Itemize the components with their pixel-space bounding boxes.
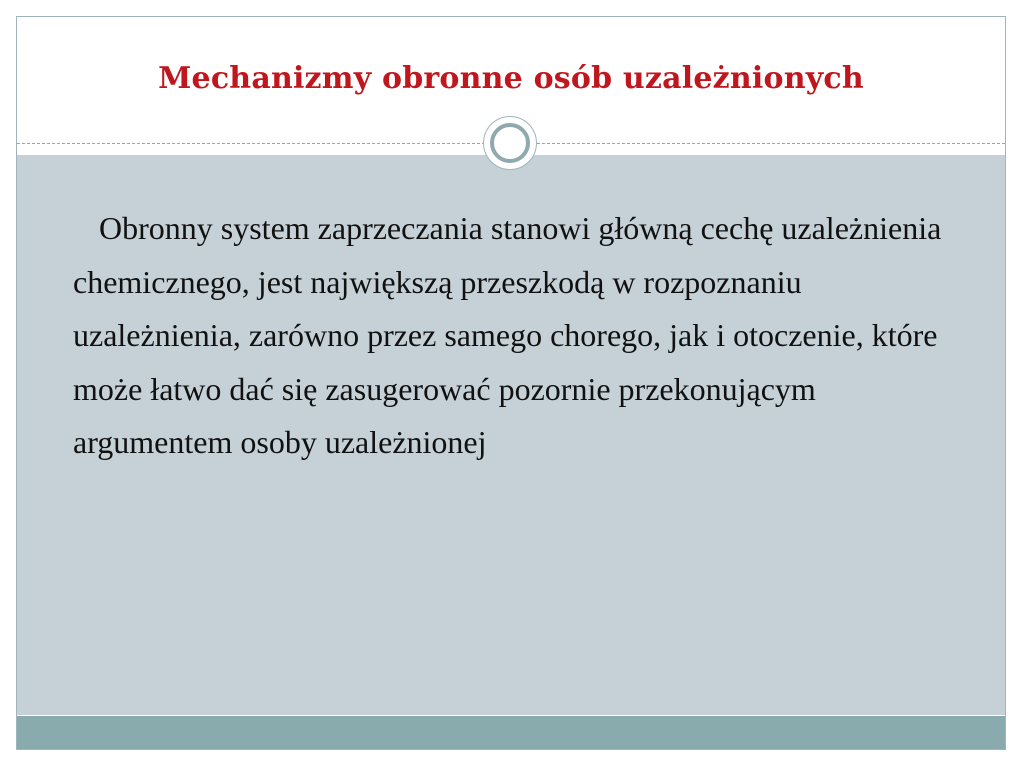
slide-title: Mechanizmy obronne osób uzależnionych — [158, 61, 864, 96]
footer-bar — [17, 716, 1005, 750]
circle-ornament-icon — [483, 116, 537, 170]
body-text: Obronny system zaprzeczania stanowi główną cechę uzależnienia chemicznego, jest największą przeszkodą w rozpoznaniu uzależnienia, zarówno przez samego chorego, jak i otoczenie, które może łatwo dać się zasugerować pozornie przekonującym argumentem osoby uzależnionej — [73, 210, 942, 460]
